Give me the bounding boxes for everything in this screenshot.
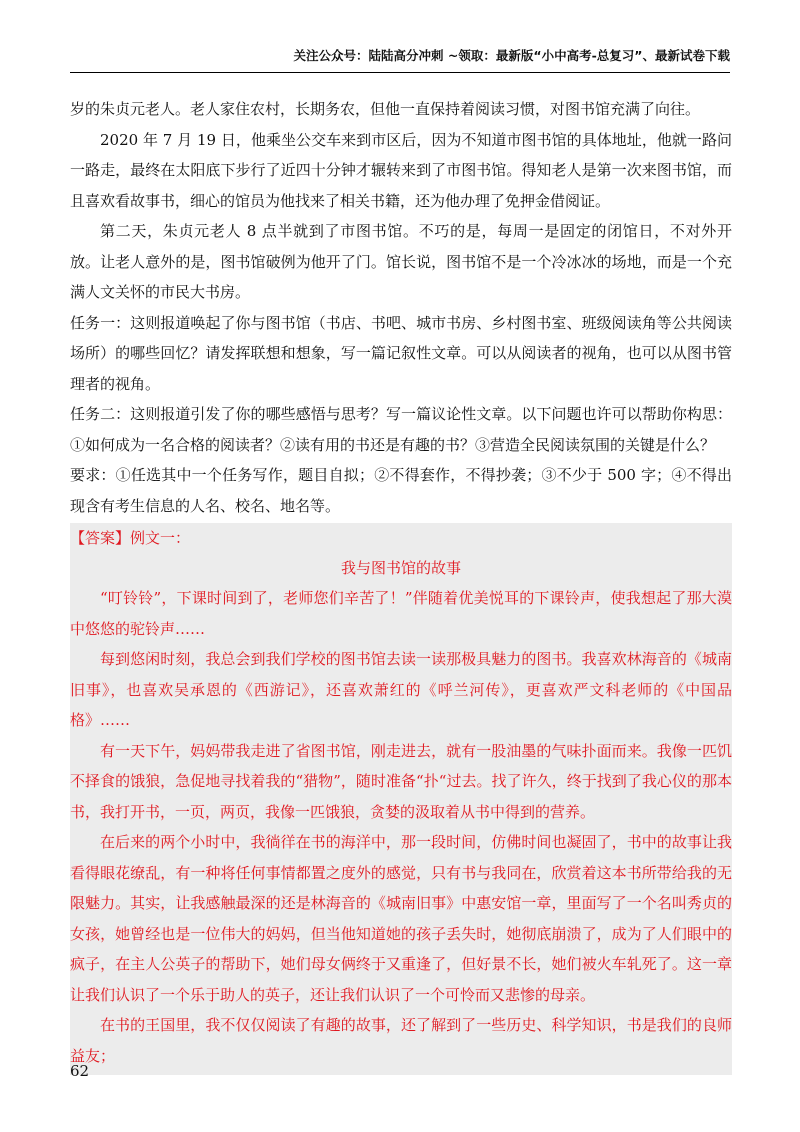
paragraph: 2020 年 7 月 19 日，他乘坐公交车来到市区后，因为不知道市图书馆的具体地址，他就一路问一路走，最终在太阳底下步行了近四十分钟才辗转来到了市图书馆。得知老人是第一次来图书馆，而且喜欢看故事书，细心的馆员为他找来了相关书籍，还为他办理了免押金借阅证。: [70, 130, 732, 210]
answer-box: [70, 523, 732, 1075]
essay-paragraph: “叮铃铃”，下课时间到了，老师您们辛苦了！”伴随着优美悦耳的下课铃声，使我想起了那大漠中悠悠的驼铃声……: [70, 589, 732, 638]
answer-label: 例文一：: [130, 529, 191, 547]
task-two: 任务二：这则报道引发了你的哪些感悟与思考？写一篇议论性文章。以下问题也许可以帮助你构思：①如何成为一名合格的阅读者？②读有用的书还是有趣的书？③营造全民阅读氛围的关键是什么？: [70, 405, 732, 454]
paragraph: 岁的朱贞元老人。老人家住农村，长期务农，但他一直保持着阅读习惯，对图书馆充满了向往。: [70, 100, 701, 118]
task-one: 任务一：这则报道唤起了你与图书馆（书店、书吧、城市书房、乡村图书室、班级阅读角等公共阅读场所）的哪些回忆？请发挥联想和想象，写一篇记叙性文章。可以从阅读者的视角，也可以从图书管理者的视角。: [70, 313, 732, 393]
page-content: [70, 94, 732, 1075]
essay-paragraph: 在后来的两个小时中，我徜徉在书的海洋中，那一段时间，仿佛时间也凝固了，书中的故事让我看得眼花缭乱，有一种将任何事情都置之度外的感觉，只有书与我同在，欣赏着这本书所带给我的无限魅力。其实，让我感触最深的还是林海音的《城南旧事》中惠安馆一章，里面写了一个名叫秀贞的女孩，她曾经也是一位伟大的妈妈，但当他知道她的孩子丢失时，她彻底崩溃了，成为了人们眼中的疯子，在主人公英子的帮助下，她们母女俩终于又重逢了，但好景不长，她们被火车轧死了。这一章让我们认识了一个乐于助人的英子，还让我们认识了一个可怜而又悲惨的母亲。: [70, 833, 732, 1004]
paragraph: 第二天，朱贞元老人 8 点半就到了市图书馆。不巧的是，每周一是固定的闭馆日，不对外开放。让老人意外的是，图书馆破例为他开了门。馆长说，图书馆不是一个冷冰冰的场地，而是一个充满人文关怀的市民大书房。: [70, 222, 732, 301]
requirements: 要求：①任选其中一个任务写作，题目自拟；②不得套作，不得抄袭；③不少于 500 字；④不得出现含有考生信息的人名、校名、地名等。: [70, 466, 732, 515]
page-number: 62: [70, 1062, 90, 1080]
answer-header: [70, 523, 732, 553]
answer-tag: 【答案】: [70, 529, 131, 547]
essay-paragraph: 在书的王国里，我不仅仅阅读了有趣的故事，还了解到了一些历史、科学知识，书是我们的良师益友；: [70, 1016, 732, 1065]
essay-paragraph: 有一天下午，妈妈带我走进了省图书馆，刚走进去，就有一股油墨的气味扑面而来。我像一匹饥不择食的饿狼，急促地寻找着我的“猎物”，随时准备“扑“过去。找了许久，终于找到了我心仪的那本书，我打开书，一页，两页，我像一匹饿狼，贪婪的汲取着从书中得到的营养。: [70, 741, 732, 821]
essay-title: 我与图书馆的故事: [340, 559, 461, 577]
page-header: 关注公众号：陆陆高分冲刺 ~领取：最新版“小中高考-总复习”、最新试卷下载: [70, 46, 730, 73]
essay-paragraph: 每到悠闲时刻，我总会到我们学校的图书馆去读一读那极具魅力的图书。我喜欢林海音的《城南旧事》，也喜欢吴承恩的《西游记》，还喜欢萧红的《呼兰河传》，更喜欢严文科老师的《中国品格》……: [70, 650, 732, 729]
